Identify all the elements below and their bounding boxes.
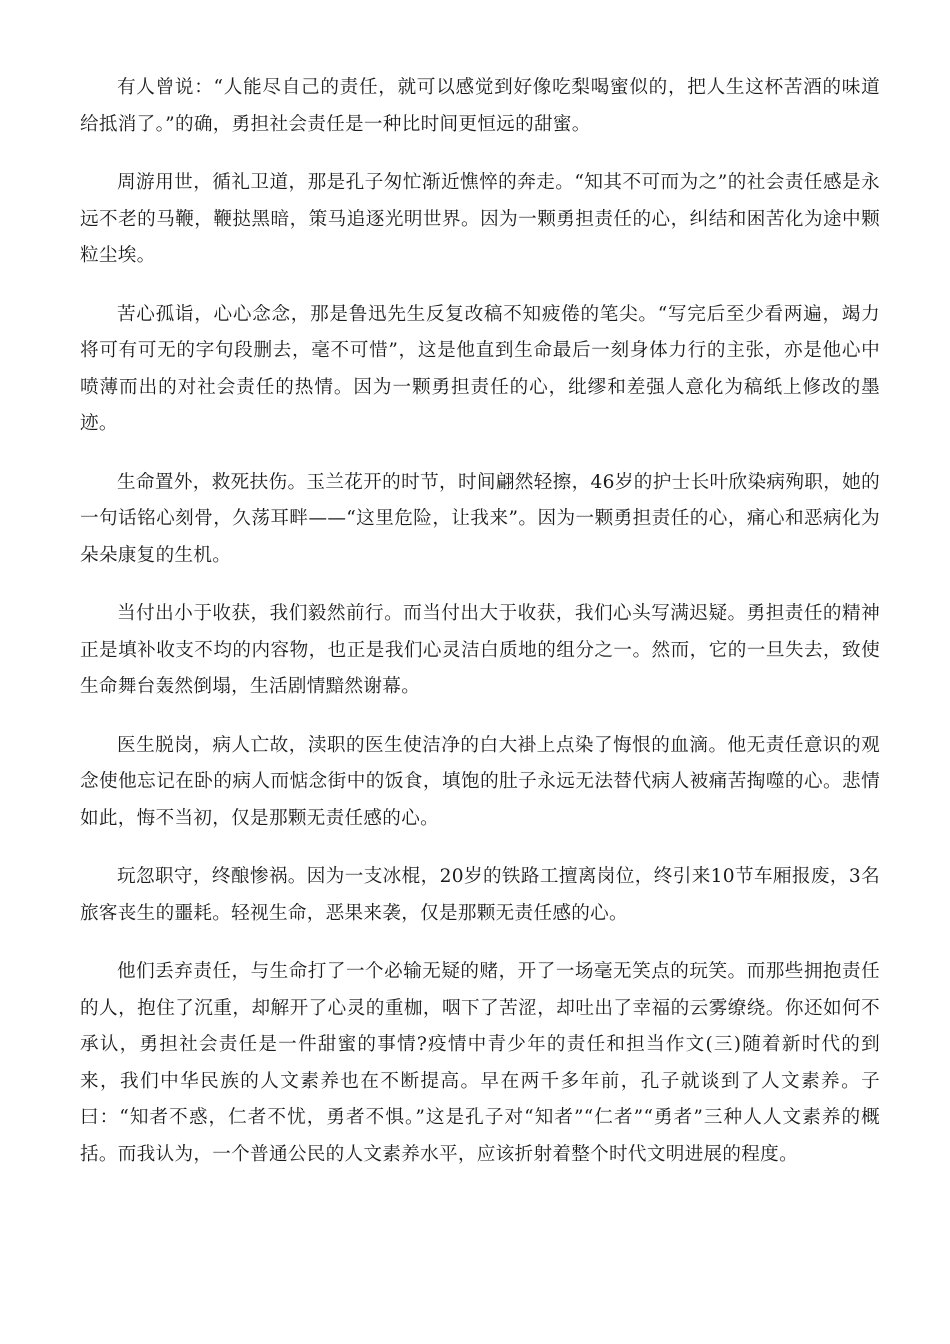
paragraph: 有人曾说：“人能尽自己的责任，就可以感觉到好像吃梨喝蜜似的，把人生这杯苦酒的味道给抵消了。”的确，勇担社会责任是一种比时间更恒远的甜蜜。 — [80, 77, 880, 135]
paragraph: 生命置外，救死扶伤。玉兰花开的时节，时间翩然轻擦，46岁的护士长叶欣染病殉职，她的一句话铭心刻骨，久荡耳畔——“这里危险，让我来”。因为一颗勇担责任的心，痛心和恶病化为朵朵康复的生机。 — [80, 471, 880, 566]
paragraph: 玩忽职守，终酿惨祸。因为一支冰棍，20岁的铁路工擅离岗位，终引来10节车厢报废，3名旅客丧生的噩耗。轻视生命，恶果来袭，仅是那颗无责任感的心。 — [80, 866, 880, 924]
paragraph: 周游用世，循礼卫道，那是孔子匆忙渐近憔悴的奔走。“知其不可而为之”的社会责任感是永远不老的马鞭，鞭挞黑暗，策马追逐光明世界。因为一颗勇担责任的心，纠结和困苦化为途中颗粒尘埃。 — [80, 172, 880, 266]
paragraph: 医生脱岗，病人亡故，渎职的医生使洁净的白大褂上点染了悔恨的血滴。他无责任意识的观念使他忘记在卧的病人而惦念街中的饭食，填饱的肚子永远无法替代病人被痛苦掏噬的心。悲情如此，悔不当初，仅是那颗无责任感的心。 — [80, 734, 880, 829]
paragraph: 苦心孤诣，心心念念，那是鲁迅先生反复改稿不知疲倦的笔尖。“写完后至少看两遍，竭力将可有可无的字句段删去，毫不可惜”，这是他直到生命最后一刻身体力行的主张，亦是他心中喷薄而出的对社会责任的热情。因为一颗勇担责任的心，纰缪和差强人意化为稿纸上修改的墨迹。 — [80, 303, 880, 434]
document-body — [80, 70, 880, 1195]
paragraph: 他们丢弃责任，与生命打了一个必输无疑的赌，开了一场毫无笑点的玩笑。而那些拥抱责任的人，抱住了沉重，却解开了心灵的重枷，咽下了苦涩，却吐出了幸福的云雾缭绕。你还如何不承认，勇担社会责任是一件甜蜜的事情?疫情中青少年的责任和担当作文(三)随着新时代的到来，我们中华民族的人文素养也在不断提高。早在两千多年前，孔子就谈到了人文素养。子曰：“知者不惑，仁者不忧，勇者不惧。”这是孔子对“知者”“仁者”“勇者”三种人人文素养的概括。而我认为，一个普通公民的人文素养水平，应该折射着整个时代文明进展的程度。 — [80, 961, 880, 1165]
paragraph: 当付出小于收获，我们毅然前行。而当付出大于收获，我们心头写满迟疑。勇担责任的精神正是填补收支不均的内容物，也正是我们心灵洁白质地的组分之一。然而，它的一旦失去，致使生命舞台轰然倒塌，生活剧情黯然谢幕。 — [80, 603, 880, 697]
